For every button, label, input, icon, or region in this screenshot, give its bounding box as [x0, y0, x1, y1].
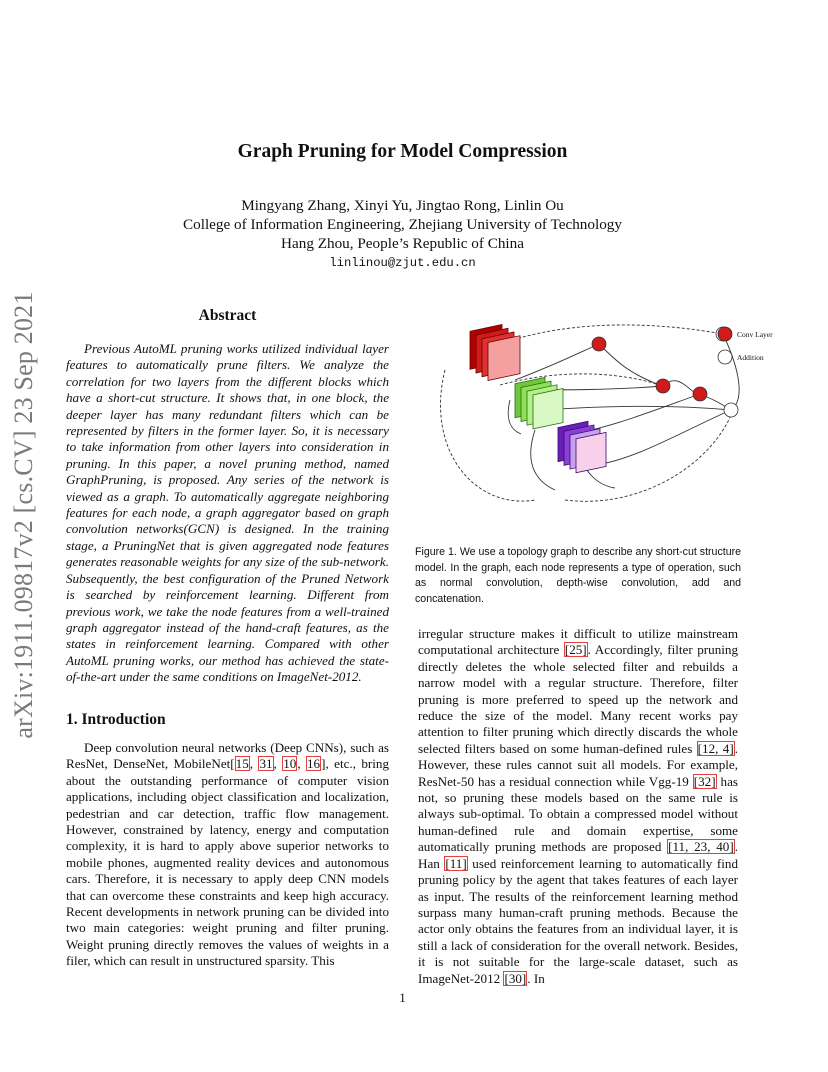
- citation-link[interactable]: [30]: [504, 970, 527, 986]
- affiliation-line-2: Hang Zhou, People’s Republic of China: [281, 235, 524, 252]
- graph-edge: [595, 410, 731, 465]
- legend-conv-swatch: [718, 327, 732, 341]
- body-text: has not, so pruning these models based on the same rule is always sub-optimal. To obtain a compressed model without human-defined rule and domain expertise, some automatically pruning methods are proposed: [418, 773, 738, 855]
- introduction-heading: 1. Introduction: [66, 711, 166, 728]
- citation-link[interactable]: 31: [259, 756, 273, 772]
- citation-link[interactable]: [32]: [693, 773, 716, 789]
- body-text: used reinforcement learning to automatically find pruning policy by the agent that takes features of each layer as input. The results of the reinforcement learning method surpass many human-craft pruning methods. Because the actor only obtains the features from an individual layer, it is still a lack of consideration for the overall network. Besides, it is not suitable for the large-scale dataset, such as ImageNet-2012: [418, 855, 738, 986]
- legend-add-label: Addition: [737, 353, 764, 362]
- citation-link[interactable]: 15: [235, 756, 249, 772]
- conv-block-green: [515, 377, 563, 429]
- body-text: . Accordingly, filter pruning directly deletes the whole selected filter and rebuilds a narrow model with a regular structure. Therefore, filter pruning is more preferred to speed up the network and reduce the size of the model. Many recent works pay attention to filter pruning which directly discards the whole selected filters based on some human-defined rules: [418, 642, 738, 756]
- arxiv-sidebar: [4, 280, 44, 760]
- conv-node: [592, 337, 606, 351]
- body-text: . In: [527, 970, 545, 986]
- legend-add-swatch: [718, 350, 732, 364]
- citation-link[interactable]: [11]: [445, 855, 467, 871]
- citation-link[interactable]: 16: [307, 756, 321, 772]
- right-column-paragraph: [418, 626, 738, 987]
- conv-node: [693, 387, 707, 401]
- topology-graph-figure: [415, 310, 777, 538]
- intro-text-before: Deep convolution neural networks (Deep CNNs), such as ResNet, DenseNet, MobileNet: [66, 740, 389, 772]
- intro-text-after: , etc., bring about the outstanding performance of computer vision applications, including object classification and localization, pedestrian and car detection, traffic flow management. However, constrained by latency, energy and computation complexity, it is hard to apply above superior networks to mobile phones, augmented reality devices and autonomous cars. Therefore, it is necessary to apply deep CNN models that can overcome these constraints and keep high accuracy. Recent developments in network pruning can be divided into two main categories: weight pruning and filter pruning. Weight pruning directly removes the values of weights in a filer, which can result in unstructured sparsity. This: [66, 756, 390, 969]
- citation-link[interactable]: [11, 23, 40]: [668, 839, 734, 855]
- citation-link[interactable]: [25]: [564, 642, 587, 658]
- page-number: 1: [399, 990, 406, 1005]
- affiliation-line-1: College of Information Engineering, Zhejiang University of Technology: [183, 216, 622, 233]
- figure-caption: Figure 1. We use a topology graph to describe any short-cut structure model. In the graph, each node represents a type of operation, such as normal convolution, depth-wise convolution, add and concatenation.: [415, 546, 741, 605]
- conv-block-purple: [558, 421, 606, 473]
- legend-conv-label: Conv Layer: [737, 330, 773, 339]
- paper-title: Graph Pruning for Model Compression: [237, 141, 568, 162]
- arxiv-identifier[interactable]: arXiv:1911.09817v2 [cs.CV] 23 Sep 2021: [9, 291, 38, 739]
- abstract-text: Previous AutoML pruning works utilized individual layer features to automatically prune filters. We analyze the correlation for two layers from the different blocks which have a short-cut structure. It shows that, in one block, the deeper layer has many redundant filters which can be represented by filters in the former layer. So, it is necessary to take information from other layers into consideration in pruning. In this paper, a novel pruning method, named GraphPruning, is proposed. Any series of the network is viewed as a graph. To automatically aggregate neighboring features for each node, a graph aggregator based on graph convolution networks(GCN) is designed. In the training stage, a PruningNet that is given aggregated node features generates reasonable weights for any size of the sub-network. Subsequently, the best configuration of the Pruned Network is searched by reinforcement learning. Different from previous work, we take the node features from a well-trained graph aggregator instead of the hand-craft features, as the states in reinforcement learning. Compared with other AutoML pruning works, our method has achieved the state-of-the-art under the same conditions on ImageNet-2012.: [66, 341, 389, 685]
- conv-node: [656, 379, 670, 393]
- author-block: [0, 196, 805, 253]
- citation-link[interactable]: 10: [283, 756, 297, 772]
- body-text: . However, these rules cannot suit all models. For example, ResNet-50 has a residual connection while Vgg-19: [418, 740, 738, 789]
- graph-edge: [545, 406, 731, 410]
- graph-edge: [599, 344, 663, 386]
- graph-edge: [723, 334, 739, 410]
- body-text: irregular structure makes it difficult to utilize mainstream computational architecture: [418, 626, 738, 658]
- conv-block-red: [470, 325, 520, 381]
- citation-link[interactable]: [12, 4]: [697, 740, 734, 756]
- abstract-heading: Abstract: [198, 307, 257, 324]
- graph-edge: [531, 430, 555, 490]
- author-email[interactable]: linlinou@zjut.edu.cn: [329, 256, 476, 270]
- addition-node: [724, 403, 738, 417]
- body-text: . Han: [418, 839, 738, 871]
- introduction-paragraph: Deep convolution neural networks (Deep CNNs), such as ResNet, DenseNet, MobileNet[15, 31, 10, 16], etc., bring about the outstanding performance of computer vision applications, including object classification and localization, pedestrian and car detection, traffic flow management. However, constrained by latency, energy and computation complexity, it is hard to apply above superior networks to mobile phones, augmented reality devices and autonomous cars. Therefore, it is necessary to apply deep CNN models that can overcome these constraints and keep high accuracy. Recent developments in network pruning can be divided into two main categories: weight pruning and filter pruning. Weight pruning directly removes the values of weights in a filer, which can result in unstructured sparsity. This: [66, 740, 390, 969]
- author-names: Mingyang Zhang, Xinyi Yu, Jingtao Rong, Linlin Ou: [241, 197, 564, 214]
